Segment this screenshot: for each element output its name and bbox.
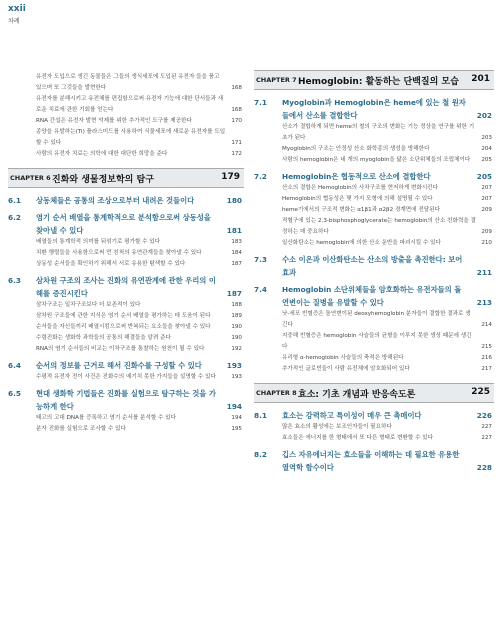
chapter-page: 179 xyxy=(221,172,240,182)
entry-text: 추가적인 글로빈들이 사람 유전체에 암호화되어 있다 xyxy=(282,366,410,372)
section-number: 6.2 xyxy=(8,213,21,222)
chapter-6-sections xyxy=(8,194,244,435)
entry-page: 168 xyxy=(231,85,242,91)
entry-page: 203 xyxy=(481,135,492,141)
toc-entry[interactable] xyxy=(8,344,244,355)
section-number: 6.4 xyxy=(8,361,21,370)
toc-section[interactable] xyxy=(8,194,244,207)
section-number: 7.4 xyxy=(254,285,267,294)
toc-section[interactable] xyxy=(8,387,244,413)
entry-text: 유전자 도입으로 생긴 동물들은 그들의 생식세포에 도입된 유전자 들을 품고 있으며 또 그것들을 발현한다 xyxy=(36,74,220,91)
entry-text: 많은 효소의 활성에는 보조인자들이 필요하다 xyxy=(282,424,392,430)
left-column xyxy=(8,72,244,435)
section-title: 수소 이온과 이산화탄소는 산소의 방출을 촉진한다: 보어 효과 xyxy=(282,255,463,277)
entry-page: 227 xyxy=(481,435,492,441)
chapter-number: CHAPTER 6 xyxy=(10,174,51,182)
section-number: 6.5 xyxy=(8,389,21,398)
entry-text: 유리형 α-hemoglobin 사슬들의 축적은 방해된다 xyxy=(282,355,404,361)
section-number: 8.1 xyxy=(254,411,267,420)
section-title: 현대 생화학 기법들은 진화를 실험으로 탐구하는 것을 가능하게 한다 xyxy=(36,389,216,411)
toc-section[interactable] xyxy=(254,409,494,422)
section-page: 202 xyxy=(476,111,492,120)
entry-page: 172 xyxy=(231,151,242,157)
entry-text: 효소들은 에너지를 한 형태에서 또 다른 형태로 변환할 수 있다 xyxy=(282,435,434,441)
toc-section[interactable] xyxy=(8,274,244,300)
section-number: 6.3 xyxy=(8,276,21,285)
toc-label: 차례 xyxy=(8,18,20,25)
toc-entry[interactable] xyxy=(254,144,494,155)
entry-page: 190 xyxy=(231,324,242,330)
right-column xyxy=(254,62,494,474)
section-title: 깁스 자유에너지는 효소들을 이해하는 데 필요한 유용한 열역학 함수이다 xyxy=(282,450,460,472)
entry-page: 209 xyxy=(481,229,492,235)
entry-text: 삼차구조는 일차구조보다 더 보존적이 있다 xyxy=(36,302,141,308)
entry-page: 216 xyxy=(481,355,492,361)
chapter-title: Hemoglobin: 활동하는 단백질의 모습 xyxy=(298,77,459,87)
toc-entry[interactable] xyxy=(8,413,244,424)
toc-section[interactable] xyxy=(254,170,494,183)
entry-text: heme기에서의 구조적 변화는 α1β1과 α2β2 경계면에 전달된다 xyxy=(282,207,440,213)
section-title: Myoglobin과 Hemoglobin은 heme에 있는 철 원자들에서 산소를 결합한다 xyxy=(282,98,466,120)
entry-text: 유전자를 분해시키고 유전체를 편집함으로써 유전자 기능에 대한 단서들과 새로운 치료에 관한 기회를 얻는다 xyxy=(36,96,224,113)
entry-page: 210 xyxy=(481,240,492,246)
entry-page: 214 xyxy=(481,322,492,328)
section-title: 상동체들은 공통의 조상으로부터 내려온 것들이다 xyxy=(36,196,195,205)
section-number: 7.2 xyxy=(254,172,267,181)
toc-section[interactable] xyxy=(254,448,494,474)
section-page: 228 xyxy=(476,463,492,472)
entry-page: 204 xyxy=(481,146,492,152)
entry-text: 적혈구에 있는 2,3-bisphosphoglycerate는 hemoglobin의 산소 친화력을 결정하는 데 중요하다 xyxy=(282,218,476,235)
section-title: 염기 순서 배열을 통계학적으로 분석함으로써 상동성을 찾아낼 수 있다 xyxy=(36,213,211,235)
entry-text: 순서들을 자신들끼리 배열시킴으로써 반복되는 요소들을 찾아낼 수 있다 xyxy=(36,324,211,330)
entry-page: 188 xyxy=(231,302,242,308)
entry-text: 산소가 결합하게 되면 heme의 철의 구조의 변화는 기능 정상을 연구를 위한 기초가 된다 xyxy=(282,124,475,141)
toc-entry[interactable] xyxy=(8,116,244,127)
toc-entry[interactable] xyxy=(8,72,244,94)
entry-page: 184 xyxy=(231,250,242,256)
toc-entry[interactable] xyxy=(254,205,494,216)
left-top-entries xyxy=(8,72,244,160)
section-page: 193 xyxy=(226,361,242,370)
toc-entry[interactable] xyxy=(8,311,244,322)
entry-text: 종양을 유발하는(Ti) 플라스미드를 사용하여 식물세포에 새로운 유전자를 도입할 수 있다 xyxy=(36,129,226,146)
toc-entry[interactable] xyxy=(254,155,494,166)
entry-page: 215 xyxy=(481,344,492,350)
toc-section[interactable] xyxy=(8,359,244,372)
entry-page: 183 xyxy=(231,239,242,245)
section-title: 효소는 강력하고 특이성이 매우 큰 촉매이다 xyxy=(282,411,422,420)
section-page: 213 xyxy=(476,298,492,307)
chapter-number: CHAPTER 8 xyxy=(256,389,297,397)
entry-page: 194 xyxy=(231,415,242,421)
entry-text: 배열들의 통계학적 의미를 뒤섞기로 평가할 수 있다 xyxy=(36,239,161,245)
toc-entry[interactable] xyxy=(8,424,244,435)
section-page: 211 xyxy=(476,268,492,277)
toc-entry[interactable] xyxy=(254,238,494,249)
entry-text: 낫-세포 빈혈증은 돌연변이된 deoxyhemoglobin 분자들이 결합한 결과로 생긴다 xyxy=(282,311,471,328)
chapter-7-sections xyxy=(254,96,494,375)
chapter-8-header[interactable] xyxy=(254,383,494,403)
section-title: Hemoglobin은 협동적으로 산소에 결합한다 xyxy=(282,172,431,181)
section-title: 순서의 정보를 근거로 해서 진화수를 구성할 수 있다 xyxy=(36,361,202,370)
toc-entry[interactable] xyxy=(254,122,494,144)
entry-page: 207 xyxy=(481,196,492,202)
entry-page: 193 xyxy=(231,374,242,380)
chapter-page: 201 xyxy=(471,74,490,84)
toc-entry[interactable] xyxy=(8,372,244,383)
entry-text: 삼차원 구조들에 관한 지식은 염기 순서 배열을 평가하는 데 도움이 된다 xyxy=(36,313,211,319)
entry-text: 지중해 빈혈증은 hemoglobin 사슬들의 균형을 이루지 못한 생성 때문에 생긴다 xyxy=(282,333,472,350)
chapter-8-sections xyxy=(254,409,494,474)
entry-text: 치환 행렬들을 사용함으로써 먼 친척의 유연관계들을 찾아낼 수 있다 xyxy=(36,250,202,256)
chapter-6-header[interactable] xyxy=(8,168,244,188)
entry-page: 189 xyxy=(231,313,242,319)
entry-text: RNA 간섭은 유전자 발현 억제를 위한 추가적인 도구를 제공한다 xyxy=(36,118,192,124)
entry-page: 170 xyxy=(231,118,242,124)
toc-section[interactable] xyxy=(254,253,494,279)
toc-section[interactable] xyxy=(254,96,494,122)
section-page: 226 xyxy=(476,411,492,420)
entry-page: 190 xyxy=(231,335,242,341)
entry-text: 수평적 유전자 전이 사건은 진화수의 예기치 못한 가지들을 설명할 수 있다 xyxy=(36,374,216,380)
page-number: xxii xyxy=(8,4,26,14)
toc-entry[interactable] xyxy=(8,237,244,248)
toc-entry[interactable] xyxy=(254,433,494,444)
section-number: 8.2 xyxy=(254,450,267,459)
entry-page: 195 xyxy=(231,426,242,432)
entry-text: 상동성 순서들을 확인하기 위해서 서로 유용한 탐색할 수 있다 xyxy=(36,261,186,267)
entry-page: 227 xyxy=(481,424,492,430)
section-page: 180 xyxy=(226,196,242,205)
section-number: 6.1 xyxy=(8,196,21,205)
section-title: Hemoglobin 소단위체들을 암호화하는 유전자들의 돌연변이는 질병을 유발할 수 있다 xyxy=(282,285,462,307)
chapter-page: 225 xyxy=(471,387,490,397)
entry-page: 209 xyxy=(481,207,492,213)
entry-text: 일산화탄소는 hemoglobin에 의한 산소 운반을 파괴시킬 수 있다 xyxy=(282,240,441,246)
toc-entry[interactable] xyxy=(8,322,244,333)
toc-entry[interactable] xyxy=(8,149,244,160)
toc-entry[interactable] xyxy=(8,333,244,344)
entry-text: 분자 진화를 실험으로 조사할 수 있다 xyxy=(36,426,126,432)
chapter-7-header[interactable] xyxy=(254,70,494,90)
entry-page: 207 xyxy=(481,185,492,191)
entry-text: Myoglobin의 구조는 안정성 산소 화학종의 생성을 방해한다 xyxy=(282,146,430,152)
section-page: 181 xyxy=(226,226,242,235)
toc-section[interactable] xyxy=(8,211,244,237)
entry-text: 산소의 결합은 Hemoglobin의 사차구조를 현저하게 변화시킨다 xyxy=(282,185,439,191)
toc-entry[interactable] xyxy=(254,331,494,353)
chapter-title: 효소: 기초 개념과 반응속도론 xyxy=(298,390,416,400)
entry-page: 168 xyxy=(231,107,242,113)
section-title: 삼차원 구조의 조사는 진화의 유연관계에 관한 우리의 이해를 증진시킨다 xyxy=(36,276,216,298)
toc-entry[interactable] xyxy=(8,259,244,270)
entry-page: 187 xyxy=(231,261,242,267)
section-number: 7.1 xyxy=(254,98,267,107)
toc-entry[interactable] xyxy=(8,94,244,116)
toc-entry[interactable] xyxy=(254,422,494,433)
entry-text: RNA의 염기 순서들의 비교는 이차구조를 통찰하는 원천이 될 수 있다 xyxy=(36,346,205,352)
entry-page: 205 xyxy=(481,157,492,163)
entry-text: 수렴진화는 생화학 과학들의 공통의 해결들을 알려 준다 xyxy=(36,335,171,341)
section-number: 7.3 xyxy=(254,255,267,264)
toc-entry[interactable] xyxy=(254,364,494,375)
toc-section[interactable] xyxy=(254,283,494,309)
toc-entry[interactable] xyxy=(254,183,494,194)
toc-entry[interactable] xyxy=(254,216,494,238)
entry-page: 217 xyxy=(481,366,492,372)
toc-entry[interactable] xyxy=(254,194,494,205)
chapter-title: 진화와 생물정보학의 탐구 xyxy=(52,175,154,185)
section-page: 187 xyxy=(226,289,242,298)
toc-entry[interactable] xyxy=(8,248,244,259)
toc-entry[interactable] xyxy=(254,353,494,364)
chapter-number: CHAPTER 7 xyxy=(256,76,297,84)
section-page: 194 xyxy=(226,402,242,411)
entry-text: 사람의 hemoglobin은 네 개의 myoglobin을 닮은 소단위체들의 조립체이다 xyxy=(282,157,471,163)
entry-text: 태고의 고대 DNA를 증폭하고 염기 순서를 분석할 수 있다 xyxy=(36,415,177,421)
entry-page: 192 xyxy=(231,346,242,352)
entry-text: Hemoglobin의 협동성은 몇 가지 모형에 의해 설명될 수 있다 xyxy=(282,196,433,202)
section-page: 205 xyxy=(476,172,492,181)
toc-entry[interactable] xyxy=(254,309,494,331)
entry-text: 사람의 유전자 치료는 의학에 대한 대단한 희망을 준다 xyxy=(36,151,168,157)
toc-entry[interactable] xyxy=(8,127,244,149)
entry-page: 171 xyxy=(231,140,242,146)
toc-entry[interactable] xyxy=(8,300,244,311)
